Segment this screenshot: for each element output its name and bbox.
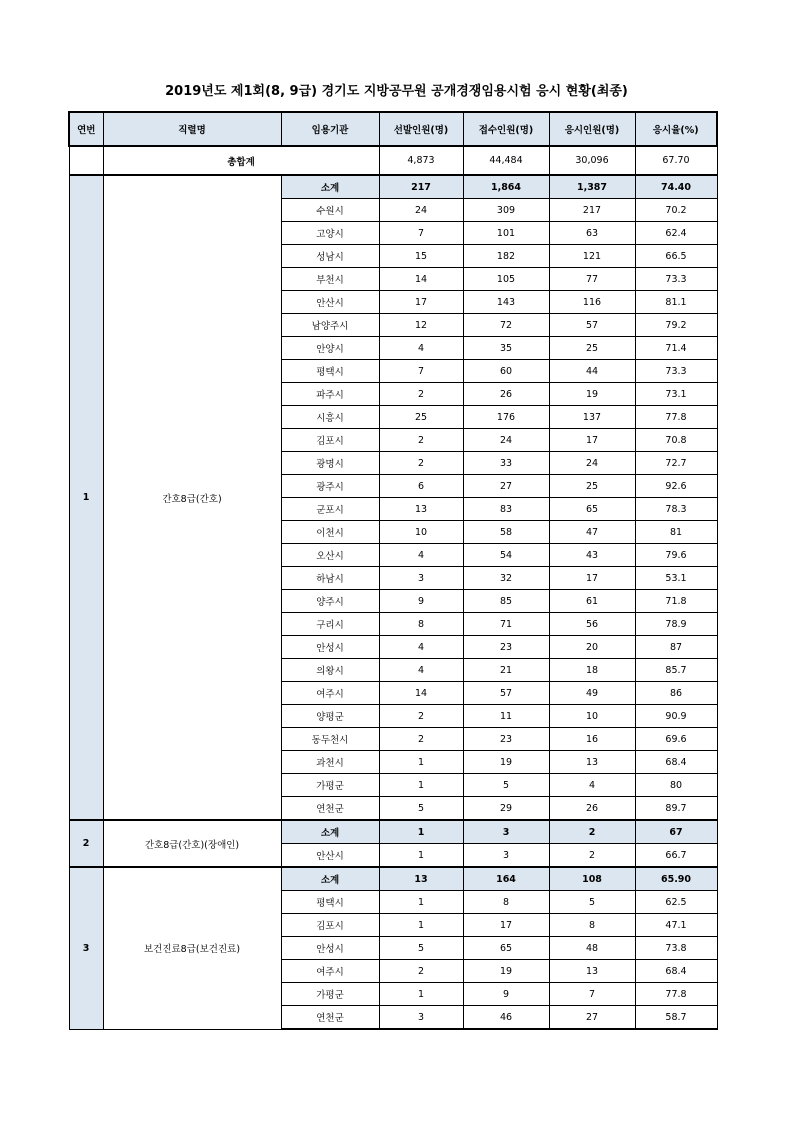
planned-cell: 2 <box>379 383 463 406</box>
attended-cell: 77 <box>549 268 635 291</box>
planned-cell: 1 <box>379 751 463 774</box>
planned-cell: 14 <box>379 268 463 291</box>
total-planned: 4,873 <box>379 146 463 175</box>
agency-cell: 고양시 <box>281 222 379 245</box>
total-attended: 30,096 <box>549 146 635 175</box>
applied-cell: 60 <box>463 360 549 383</box>
agency-cell: 안성시 <box>281 937 379 960</box>
rate-cell: 90.9 <box>635 705 717 728</box>
group-job-title: 간호8급(간호)(장애인) <box>103 820 281 867</box>
planned-cell: 1 <box>379 891 463 914</box>
planned-cell: 2 <box>379 705 463 728</box>
status-table <box>68 111 718 1030</box>
rate-cell: 65.90 <box>635 867 717 891</box>
rate-cell: 47.1 <box>635 914 717 937</box>
agency-cell: 안산시 <box>281 291 379 314</box>
applied-cell: 101 <box>463 222 549 245</box>
attended-cell: 49 <box>549 682 635 705</box>
rate-cell: 78.3 <box>635 498 717 521</box>
applied-cell: 19 <box>463 960 549 983</box>
rate-cell: 62.5 <box>635 891 717 914</box>
applied-cell: 309 <box>463 199 549 222</box>
rate-cell: 85.7 <box>635 659 717 682</box>
planned-cell: 13 <box>379 498 463 521</box>
planned-cell: 217 <box>379 175 463 199</box>
planned-cell: 3 <box>379 1006 463 1030</box>
agency-cell: 군포시 <box>281 498 379 521</box>
applied-cell: 143 <box>463 291 549 314</box>
applied-cell: 35 <box>463 337 549 360</box>
attended-cell: 121 <box>549 245 635 268</box>
rate-cell: 73.1 <box>635 383 717 406</box>
group-job-title: 간호8급(간호) <box>103 175 281 820</box>
agency-cell: 광명시 <box>281 452 379 475</box>
attended-cell: 19 <box>549 383 635 406</box>
attended-cell: 217 <box>549 199 635 222</box>
attended-cell: 5 <box>549 891 635 914</box>
total-applied: 44,484 <box>463 146 549 175</box>
agency-cell: 파주시 <box>281 383 379 406</box>
group-job-title: 보건진료8급(보건진료) <box>103 867 281 1029</box>
agency-cell: 가평군 <box>281 774 379 797</box>
header-applied: 접수인원(명) <box>463 112 549 146</box>
agency-cell: 가평군 <box>281 983 379 1006</box>
header-rate: 응시율(%) <box>635 112 717 146</box>
planned-cell: 1 <box>379 914 463 937</box>
attended-cell: 57 <box>549 314 635 337</box>
rate-cell: 71.4 <box>635 337 717 360</box>
planned-cell: 1 <box>379 983 463 1006</box>
applied-cell: 17 <box>463 914 549 937</box>
agency-cell: 안성시 <box>281 636 379 659</box>
rate-cell: 73.3 <box>635 268 717 291</box>
applied-cell: 85 <box>463 590 549 613</box>
agency-cell: 안양시 <box>281 337 379 360</box>
rate-cell: 67 <box>635 820 717 844</box>
planned-cell: 17 <box>379 291 463 314</box>
agency-cell: 하남시 <box>281 567 379 590</box>
total-label: 총합계 <box>103 146 379 175</box>
planned-cell: 9 <box>379 590 463 613</box>
applied-cell: 54 <box>463 544 549 567</box>
agency-cell: 시흥시 <box>281 406 379 429</box>
applied-cell: 21 <box>463 659 549 682</box>
applied-cell: 23 <box>463 728 549 751</box>
rate-cell: 69.6 <box>635 728 717 751</box>
applied-cell: 65 <box>463 937 549 960</box>
attended-cell: 8 <box>549 914 635 937</box>
planned-cell: 4 <box>379 659 463 682</box>
attended-cell: 116 <box>549 291 635 314</box>
rate-cell: 66.5 <box>635 245 717 268</box>
page-title: 2019년도 제1회(8, 9급) 경기도 지방공무원 공개경쟁임용시험 응시 현황(최종) <box>165 84 628 99</box>
applied-cell: 58 <box>463 521 549 544</box>
applied-cell: 11 <box>463 705 549 728</box>
agency-cell: 여주시 <box>281 682 379 705</box>
agency-cell: 과천시 <box>281 751 379 774</box>
agency-cell: 김포시 <box>281 914 379 937</box>
agency-cell: 양주시 <box>281 590 379 613</box>
attended-cell: 43 <box>549 544 635 567</box>
rate-cell: 78.9 <box>635 613 717 636</box>
applied-cell: 32 <box>463 567 549 590</box>
agency-cell: 연천군 <box>281 1006 379 1030</box>
planned-cell: 12 <box>379 314 463 337</box>
planned-cell: 1 <box>379 774 463 797</box>
planned-cell: 14 <box>379 682 463 705</box>
applied-cell: 71 <box>463 613 549 636</box>
agency-cell: 이천시 <box>281 521 379 544</box>
applied-cell: 1,864 <box>463 175 549 199</box>
attended-cell: 10 <box>549 705 635 728</box>
applied-cell: 176 <box>463 406 549 429</box>
header-agency: 임용기관 <box>281 112 379 146</box>
rate-cell: 70.2 <box>635 199 717 222</box>
rate-cell: 71.8 <box>635 590 717 613</box>
planned-cell: 8 <box>379 613 463 636</box>
rate-cell: 58.7 <box>635 1006 717 1030</box>
rate-cell: 77.8 <box>635 406 717 429</box>
attended-cell: 20 <box>549 636 635 659</box>
planned-cell: 4 <box>379 337 463 360</box>
attended-cell: 25 <box>549 337 635 360</box>
applied-cell: 5 <box>463 774 549 797</box>
group-number: 3 <box>69 867 103 1029</box>
planned-cell: 2 <box>379 960 463 983</box>
attended-cell: 108 <box>549 867 635 891</box>
attended-cell: 27 <box>549 1006 635 1030</box>
planned-cell: 5 <box>379 797 463 821</box>
planned-cell: 2 <box>379 728 463 751</box>
agency-cell: 소계 <box>281 820 379 844</box>
subtotal-row <box>69 867 717 891</box>
total-rate: 67.70 <box>635 146 717 175</box>
planned-cell: 2 <box>379 429 463 452</box>
rate-cell: 81.1 <box>635 291 717 314</box>
attended-cell: 7 <box>549 983 635 1006</box>
group-number: 1 <box>69 175 103 820</box>
rate-cell: 66.7 <box>635 844 717 868</box>
agency-cell: 소계 <box>281 175 379 199</box>
planned-cell: 7 <box>379 222 463 245</box>
header-no: 연번 <box>69 112 103 146</box>
header-attended: 응시인원(명) <box>549 112 635 146</box>
planned-cell: 25 <box>379 406 463 429</box>
applied-cell: 72 <box>463 314 549 337</box>
applied-cell: 164 <box>463 867 549 891</box>
agency-cell: 양평군 <box>281 705 379 728</box>
agency-cell: 의왕시 <box>281 659 379 682</box>
agency-cell: 광주시 <box>281 475 379 498</box>
rate-cell: 74.40 <box>635 175 717 199</box>
agency-cell: 오산시 <box>281 544 379 567</box>
agency-cell: 구리시 <box>281 613 379 636</box>
attended-cell: 61 <box>549 590 635 613</box>
applied-cell: 9 <box>463 983 549 1006</box>
planned-cell: 7 <box>379 360 463 383</box>
attended-cell: 17 <box>549 429 635 452</box>
total-row <box>69 146 717 175</box>
rate-cell: 72.7 <box>635 452 717 475</box>
attended-cell: 13 <box>549 960 635 983</box>
agency-cell: 평택시 <box>281 891 379 914</box>
planned-cell: 6 <box>379 475 463 498</box>
rate-cell: 73.3 <box>635 360 717 383</box>
applied-cell: 105 <box>463 268 549 291</box>
rate-cell: 68.4 <box>635 751 717 774</box>
applied-cell: 8 <box>463 891 549 914</box>
planned-cell: 3 <box>379 567 463 590</box>
attended-cell: 18 <box>549 659 635 682</box>
planned-cell: 5 <box>379 937 463 960</box>
agency-cell: 수원시 <box>281 199 379 222</box>
planned-cell: 1 <box>379 844 463 868</box>
agency-cell: 평택시 <box>281 360 379 383</box>
attended-cell: 17 <box>549 567 635 590</box>
applied-cell: 57 <box>463 682 549 705</box>
rate-cell: 86 <box>635 682 717 705</box>
attended-cell: 26 <box>549 797 635 821</box>
rate-cell: 89.7 <box>635 797 717 821</box>
rate-cell: 81 <box>635 521 717 544</box>
agency-cell: 김포시 <box>281 429 379 452</box>
applied-cell: 24 <box>463 429 549 452</box>
rate-cell: 70.8 <box>635 429 717 452</box>
planned-cell: 2 <box>379 452 463 475</box>
attended-cell: 137 <box>549 406 635 429</box>
planned-cell: 4 <box>379 636 463 659</box>
agency-cell: 안산시 <box>281 844 379 868</box>
header-job: 직렬명 <box>103 112 281 146</box>
group-number: 2 <box>69 820 103 867</box>
rate-cell: 62.4 <box>635 222 717 245</box>
planned-cell: 24 <box>379 199 463 222</box>
agency-cell: 연천군 <box>281 797 379 821</box>
rate-cell: 87 <box>635 636 717 659</box>
attended-cell: 1,387 <box>549 175 635 199</box>
attended-cell: 13 <box>549 751 635 774</box>
subtotal-row <box>69 175 717 199</box>
applied-cell: 3 <box>463 820 549 844</box>
planned-cell: 10 <box>379 521 463 544</box>
attended-cell: 44 <box>549 360 635 383</box>
rate-cell: 68.4 <box>635 960 717 983</box>
applied-cell: 83 <box>463 498 549 521</box>
rate-cell: 73.8 <box>635 937 717 960</box>
agency-cell: 부천시 <box>281 268 379 291</box>
rate-cell: 53.1 <box>635 567 717 590</box>
header-planned: 선발인원(명) <box>379 112 463 146</box>
rate-cell: 80 <box>635 774 717 797</box>
attended-cell: 25 <box>549 475 635 498</box>
applied-cell: 33 <box>463 452 549 475</box>
attended-cell: 63 <box>549 222 635 245</box>
attended-cell: 56 <box>549 613 635 636</box>
rate-cell: 79.6 <box>635 544 717 567</box>
attended-cell: 2 <box>549 844 635 868</box>
applied-cell: 46 <box>463 1006 549 1030</box>
attended-cell: 48 <box>549 937 635 960</box>
applied-cell: 19 <box>463 751 549 774</box>
applied-cell: 26 <box>463 383 549 406</box>
agency-cell: 성남시 <box>281 245 379 268</box>
applied-cell: 182 <box>463 245 549 268</box>
total-no-cell <box>69 146 103 175</box>
attended-cell: 47 <box>549 521 635 544</box>
planned-cell: 1 <box>379 820 463 844</box>
applied-cell: 27 <box>463 475 549 498</box>
attended-cell: 2 <box>549 820 635 844</box>
agency-cell: 여주시 <box>281 960 379 983</box>
agency-cell: 소계 <box>281 867 379 891</box>
attended-cell: 16 <box>549 728 635 751</box>
applied-cell: 29 <box>463 797 549 821</box>
planned-cell: 13 <box>379 867 463 891</box>
rate-cell: 92.6 <box>635 475 717 498</box>
applied-cell: 3 <box>463 844 549 868</box>
agency-cell: 동두천시 <box>281 728 379 751</box>
header-row <box>69 112 717 146</box>
planned-cell: 4 <box>379 544 463 567</box>
subtotal-row <box>69 820 717 844</box>
planned-cell: 15 <box>379 245 463 268</box>
attended-cell: 65 <box>549 498 635 521</box>
rate-cell: 77.8 <box>635 983 717 1006</box>
attended-cell: 4 <box>549 774 635 797</box>
rate-cell: 79.2 <box>635 314 717 337</box>
attended-cell: 24 <box>549 452 635 475</box>
agency-cell: 남양주시 <box>281 314 379 337</box>
applied-cell: 23 <box>463 636 549 659</box>
